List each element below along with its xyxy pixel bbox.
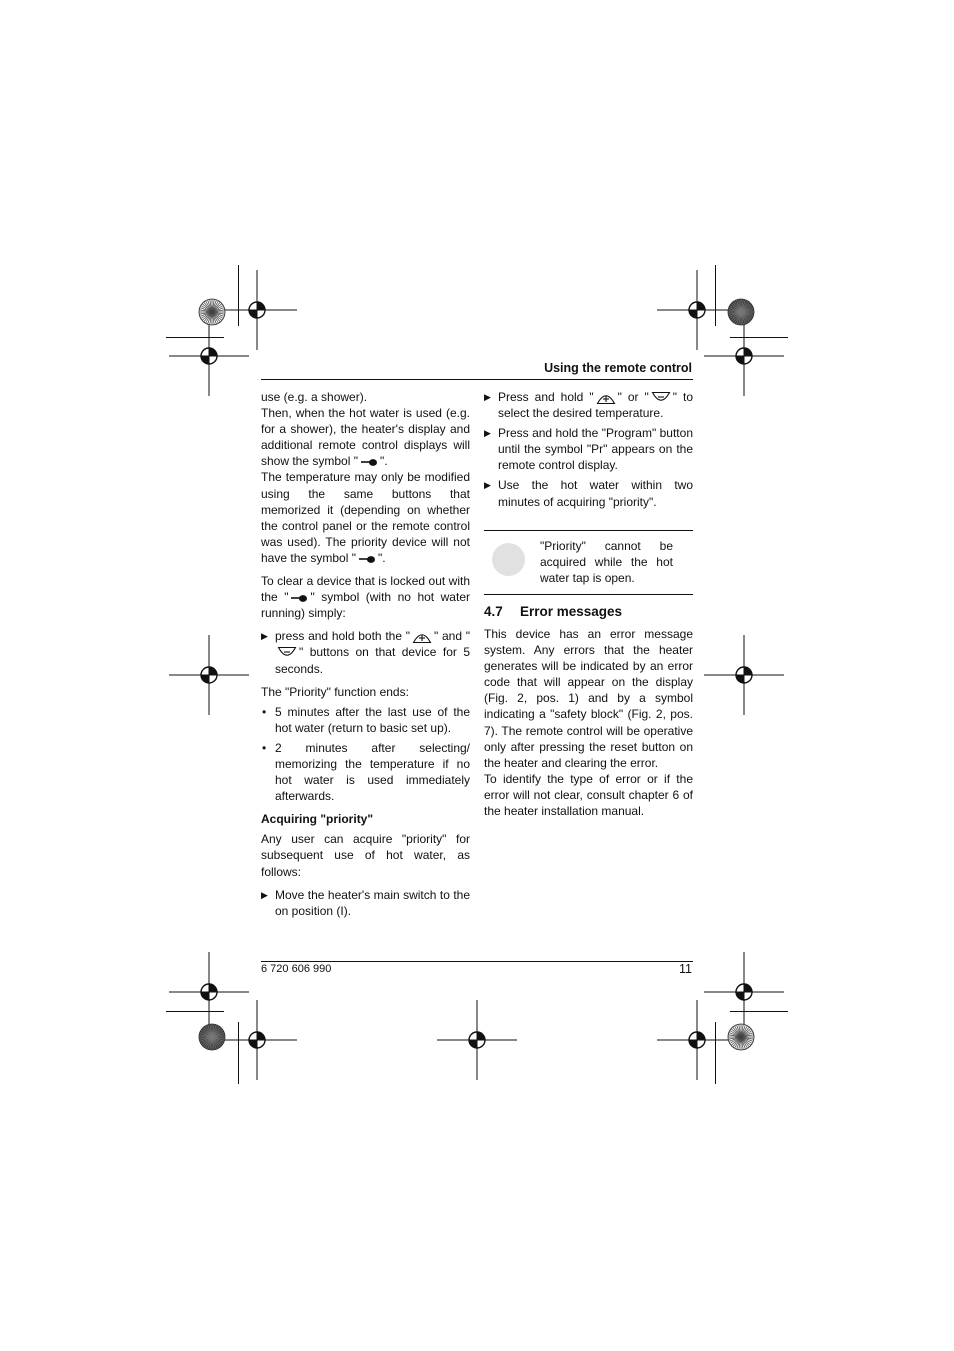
header-rule [261, 379, 693, 380]
note-text: "Priority" cannot be acquired while the hot water tap is open. [540, 538, 673, 585]
registration-mark-icon [169, 635, 249, 715]
list-item: ▶ Press and hold the "Program" button until the symbol "Pr" appears on the remote control display. [484, 426, 693, 473]
registration-mark-icon [657, 1000, 737, 1080]
crop-mark [715, 265, 716, 326]
color-calibration-disc-icon [198, 298, 226, 326]
crop-mark [730, 337, 788, 338]
paragraph: Any user can acquire "priority" for subsequent use of hot water, as follows: [261, 832, 470, 879]
color-calibration-disc-icon [727, 1023, 755, 1051]
paragraph: The "Priority" function ends: [261, 684, 409, 699]
paragraph: To clear a device that is locked out with the " " symbol (with no hot water running) simply: [261, 574, 470, 621]
left-column [261, 389, 470, 919]
triangle-bullet-icon: ▶ [261, 631, 268, 642]
page-number: 11 [679, 962, 692, 976]
note-circle-icon [492, 543, 525, 576]
color-calibration-disc-icon [198, 1023, 226, 1051]
crop-mark [730, 1011, 788, 1012]
paragraph: The temperature may only be modified using the same buttons that memorized it (depending on whether the control panel or the remote control was used). The priority device will not have the symbol " ". [261, 470, 470, 565]
registration-mark-icon [169, 316, 249, 396]
plus-button-icon [412, 630, 432, 644]
minus-button-icon [651, 391, 671, 405]
list-item: ▶ Use the hot water within two minutes of acquiring "priority". [484, 478, 693, 509]
tap-icon [358, 554, 376, 564]
list-item: • 5 minutes after the last use of the hot water (return to basic set up). [262, 704, 470, 735]
document-number: 6 720 606 990 [261, 963, 332, 975]
registration-mark-icon [704, 635, 784, 715]
list-item: ▶ Move the heater's main switch to the on position (I). [261, 887, 470, 918]
dot-bullet-icon: • [262, 704, 267, 719]
tap-icon [290, 593, 308, 603]
registration-mark-icon [704, 316, 784, 396]
paragraph: To identify the type of error or if the error will not clear, consult chapter 6 of the heater installation manual. [484, 771, 693, 818]
triangle-bullet-icon: ▶ [261, 889, 268, 900]
section-heading: 4.7 Error messages [484, 603, 623, 619]
paragraph: use (e.g. a shower). [261, 390, 368, 404]
subheading: Acquiring "priority" [261, 812, 374, 827]
list-item: • 2 minutes after selecting/ memorizing the temperature if no hot water is used immediately afterwards. [262, 740, 470, 804]
triangle-bullet-icon: ▶ [484, 392, 491, 402]
crop-mark [715, 1022, 716, 1084]
triangle-bullet-icon: ▶ [484, 480, 491, 491]
crop-mark [238, 265, 239, 326]
paragraph: This device has an error message system. Any errors that the heater generates will be indicated by an error code that will appear on the display (Fig. 2, pos. 1) and by a symbol indicating a "safety block" (Fig. 2, pos. 7). The remote control will be operative only after pressing the reset button on the heater and clearing the error. [484, 626, 693, 770]
footer-rule [261, 961, 693, 962]
crop-mark [166, 1011, 224, 1012]
color-calibration-disc-icon [727, 298, 755, 326]
registration-mark-icon [437, 1000, 517, 1080]
list-item: ▶ press and hold both the " " and " " buttons on that device for 5 seconds. [261, 629, 470, 676]
right-column [484, 389, 693, 819]
dot-bullet-icon: • [262, 740, 267, 755]
triangle-bullet-icon: ▶ [484, 428, 491, 439]
note-box [484, 530, 693, 595]
registration-mark-icon [217, 1000, 297, 1080]
paragraph: Then, when the hot water is used (e.g. for a shower), the heater's display and additional remote control displays will show the symbol " ". [261, 406, 470, 469]
crop-mark [238, 1022, 239, 1084]
list-item: ▶ Press and hold " " or " " to select the desired temperature. [484, 390, 693, 421]
minus-button-icon [277, 646, 297, 660]
crop-mark [166, 337, 224, 338]
tap-icon [360, 457, 378, 467]
running-header: Using the remote control [544, 361, 692, 375]
plus-button-icon [596, 391, 616, 405]
